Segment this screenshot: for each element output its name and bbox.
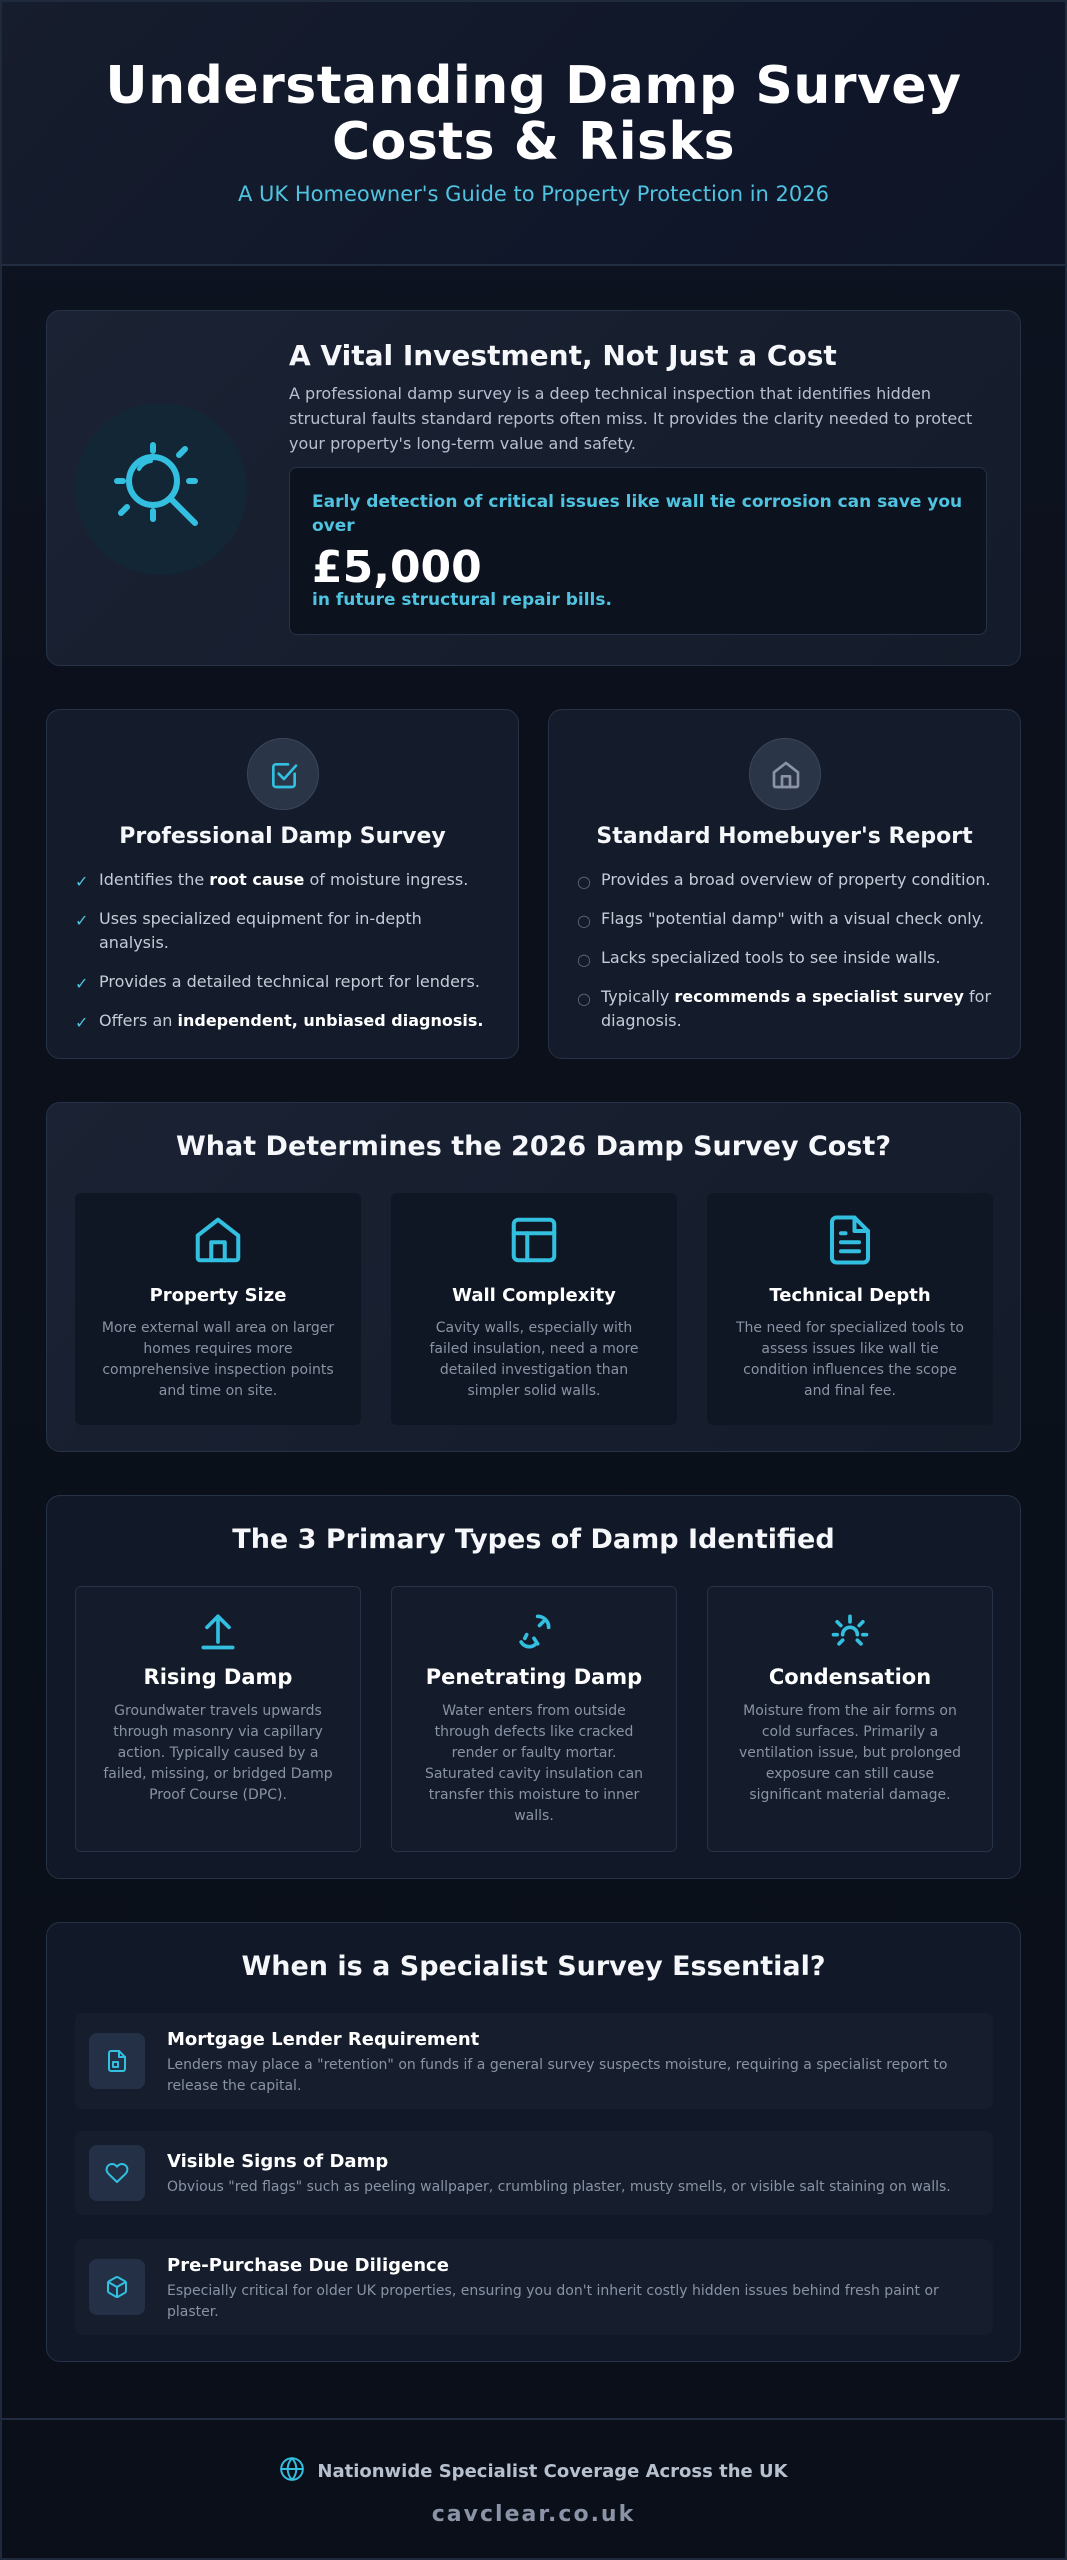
tile-title: Penetrating Damp	[425, 1665, 643, 1689]
cube-icon	[105, 2275, 129, 2299]
professional-survey-card	[46, 709, 519, 1059]
damp-types-card	[46, 1495, 1021, 1879]
document-icon	[105, 2049, 129, 2073]
row-icon-badge	[89, 2033, 145, 2089]
type-tile-penetrating-damp	[391, 1586, 677, 1852]
page-title: Understanding Damp Survey Costs & Risks	[105, 56, 962, 172]
essential-title: When is a Specialist Survey Essential?	[241, 1951, 826, 1982]
specialist-essential-card	[46, 1922, 1021, 2362]
row-title: Pre-Purchase Due Diligence	[167, 2255, 449, 2276]
page-subtitle: A UK Homeowner's Guide to Property Protection in 2026	[238, 182, 829, 206]
standard-title: Standard Homebuyer's Report	[596, 824, 973, 849]
type-tile-rising-damp	[75, 1586, 361, 1852]
sunrise-icon	[828, 1609, 872, 1653]
standard-report-card	[548, 709, 1021, 1059]
circle-icon: ○	[577, 911, 591, 930]
intro-text: A professional damp survey is a deep technical inspection that identifies hidden structural faults standard reports often miss. It provides the clarity needed to protect your property's long-term value and safety.	[289, 384, 973, 453]
list-item: ○ Typically recommends a specialist survey for diagnosis.	[577, 987, 992, 1030]
row-text: Especially critical for older UK properties, ensuring you don't inherit costly hidden issues behind fresh paint or plaster.	[167, 2283, 939, 2320]
professional-icon-badge	[247, 738, 319, 810]
row-text: Lenders may place a "retention" on funds if a general survey suspects moisture, requiring a specialist report to release the capital.	[167, 2057, 948, 2094]
tile-text: Moisture from the air forms on cold surfaces. Primarily a ventilation issue, but prolonged exposure can still cause significant material damage.	[738, 1703, 962, 1803]
list-item: ✓ Identifies the root cause of moisture ingress.	[75, 868, 494, 892]
checkbox-icon	[268, 759, 300, 791]
circle-icon: ○	[577, 950, 591, 969]
list-item: ○ Lacks specialized tools to see inside walls.	[577, 946, 996, 970]
coverage-line	[2, 2456, 1065, 2482]
tile-text: The need for specialized tools to assess issues like wall tie condition influences the scope and final fee.	[736, 1320, 964, 1399]
savings-callout	[289, 467, 987, 635]
intro-card	[46, 310, 1021, 666]
check-icon: ✓	[75, 911, 89, 930]
cost-tile-technical-depth	[707, 1193, 993, 1425]
callout-amount: £5,000	[312, 542, 482, 593]
list-item: ○ Provides a broad overview of property condition.	[577, 868, 996, 892]
professional-list	[75, 868, 494, 1048]
callout-line-2: in future structural repair bills.	[312, 590, 612, 610]
standard-icon-badge	[749, 738, 821, 810]
house-icon	[770, 759, 802, 791]
rain-icon	[512, 1609, 556, 1653]
row-title: Visible Signs of Damp	[167, 2151, 389, 2172]
magnifier-bug-icon	[111, 439, 211, 539]
types-title: The 3 Primary Types of Damp Identified	[232, 1524, 835, 1555]
tile-title: Wall Complexity	[452, 1285, 616, 1306]
cost-factors-card	[46, 1102, 1021, 1452]
tile-text: More external wall area on larger homes requires more comprehensive inspection points and time on site.	[101, 1320, 335, 1399]
list-item: ✓ Offers an independent, unbiased diagnosis.	[75, 1009, 494, 1033]
cost-tile-wall-complexity	[391, 1193, 677, 1425]
cost-title: What Determines the 2026 Damp Survey Cost?	[176, 1131, 891, 1162]
essential-row-mortgage	[75, 2013, 993, 2109]
check-icon: ✓	[75, 872, 89, 891]
tile-text: Cavity walls, especially with failed insulation, need a more detailed investigation than simpler solid walls.	[429, 1320, 639, 1399]
footer	[2, 2418, 1065, 2558]
essential-row-due-diligence	[75, 2239, 993, 2335]
tile-title: Rising Damp	[143, 1665, 293, 1689]
list-item: ○ Flags "potential damp" with a visual check only.	[577, 907, 996, 931]
callout-line-1: Early detection of critical issues like wall tie corrosion can save you over	[312, 492, 963, 536]
tile-title: Condensation	[768, 1665, 932, 1689]
arrow-up-icon	[196, 1609, 240, 1653]
row-icon-badge	[89, 2259, 145, 2315]
check-icon: ✓	[75, 974, 89, 993]
layout-icon	[507, 1213, 561, 1267]
cost-tile-property-size	[75, 1193, 361, 1425]
row-text: Obvious "red flags" such as peeling wallpaper, crumbling plaster, musty smells, or visible salt staining on walls.	[167, 2179, 951, 2195]
heart-icon	[105, 2161, 129, 2185]
list-item: ✓ Uses specialized equipment for in-depth analysis.	[75, 909, 422, 952]
standard-list	[577, 868, 996, 1048]
tile-text: Groundwater travels upwards through masonry via capillary action. Typically caused by a failed, missing, or bridged Damp Proof Course (DPC).	[103, 1703, 333, 1803]
intro-title: A Vital Investment, Not Just a Cost	[289, 339, 837, 372]
header	[2, 2, 1065, 266]
list-item: ✓ Provides a detailed technical report for lenders.	[75, 970, 494, 994]
type-tile-condensation	[707, 1586, 993, 1852]
website-link[interactable]: cavclear.co.uk	[431, 2502, 636, 2527]
tile-title: Technical Depth	[769, 1285, 931, 1306]
essential-row-visible-signs	[75, 2131, 993, 2215]
coverage-text: Nationwide Specialist Coverage Across the UK	[317, 2461, 788, 2482]
house-icon	[191, 1213, 245, 1267]
intro-icon-badge	[75, 403, 247, 575]
professional-title: Professional Damp Survey	[119, 824, 446, 849]
circle-icon: ○	[577, 989, 591, 1008]
row-icon-badge	[89, 2145, 145, 2201]
check-icon: ✓	[75, 1013, 89, 1032]
circle-icon: ○	[577, 872, 591, 891]
globe-icon	[279, 2456, 305, 2482]
document-icon	[823, 1213, 877, 1267]
tile-text: Water enters from outside through defects like cracked render or faulty mortar. Saturated cavity insulation can transfer this moisture to inner walls.	[424, 1703, 644, 1824]
tile-title: Property Size	[149, 1285, 287, 1306]
row-title: Mortgage Lender Requirement	[167, 2029, 480, 2050]
